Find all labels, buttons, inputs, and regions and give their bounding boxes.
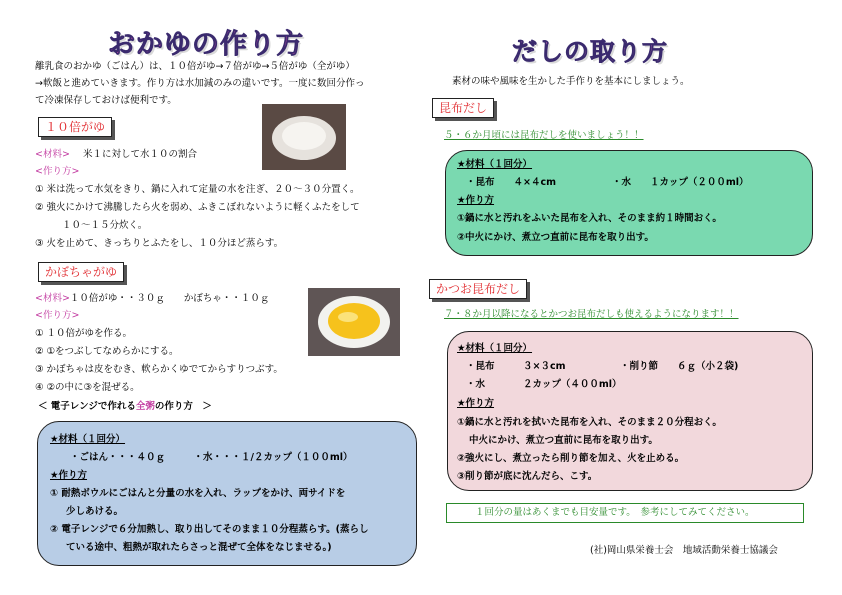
section2-step-2: ② ①をつぶしてなめらかにする。 (35, 346, 179, 357)
section1-step-3: ③ 火を止めて、きっちりとふたをし、１０分ほど蒸らす。 (35, 238, 284, 249)
section2-material-label: <材料> (35, 293, 70, 304)
pumpkin-bowl-image (308, 288, 400, 356)
section2-step-4: ④ ②の中に③を混ぜる。 (35, 382, 140, 393)
section1-step-2-cont: １０～１５分炊く。 (62, 220, 148, 231)
section-label-katsuo-kombu-dashi: かつお昆布だし (429, 279, 527, 299)
pumpkin-porridge-photo (308, 288, 400, 356)
right-title: だしの取り方 (512, 37, 669, 66)
katsuo-method-label: ★作り方 (457, 398, 495, 409)
section2-material-text: １０倍がゆ・・３０ｇ かぼちゃ・・１０ｇ (69, 293, 270, 304)
section1-step-1: ① 米は洗って水気をきり、鍋に入れて定量の水を注ぎ、２０～３０分置く。 (35, 184, 360, 195)
section2-method-label: <作り方> (35, 310, 80, 321)
section-label-juubai-gayu: １０倍がゆ (38, 117, 112, 137)
section1-material (35, 146, 197, 163)
katsuo-material-b1: ・水 ２カップ（４００ml） (466, 379, 622, 390)
rice-porridge-photo (262, 104, 346, 170)
microwave-step-2: ② 電子レンジで６分加熱し、取り出してそのまま１０分程蒸らす。(蒸らし (50, 524, 369, 535)
section-label-kabocha-gayu: かぼちゃがゆ (38, 262, 124, 282)
section2-step-3: ③ かぼちゃは皮をむき、軟らかくゆでてからすりつぶす。 (35, 364, 283, 375)
microwave-step-1: ① 耐熱ボウルにごはんと分量の水を入れ、ラップをかけ、両サイドを (50, 488, 346, 499)
katsuo-step-1: ①鍋に水と汚れを拭いた昆布を入れ、そのまま２０分程おく。 (457, 417, 722, 428)
kombu-step-1: ①鍋に水と汚れをふいた昆布を入れ、そのまま約１時間おく。 (457, 213, 722, 224)
microwave-method-label: ★作り方 (50, 470, 88, 481)
microwave-material-label: ★材料（１回分） (50, 434, 126, 445)
microwave-heading (38, 398, 212, 415)
section1-material-label: <材料> (35, 149, 70, 160)
kombu-material-b: ・水 １カップ（２００ml） (612, 177, 749, 188)
microwave-heading-pre: ＜ 電子レンジで作れる (38, 401, 136, 412)
section2-material (35, 290, 269, 307)
section1-material-text: 米１に対して水１０の割合 (82, 149, 197, 160)
kombu-method-label: ★作り方 (457, 195, 495, 206)
right-intro: 素材の味や風味を生かした手作りを基本にしましょう。 (452, 76, 690, 87)
left-intro-line-1: 離乳食のおかゆ（ごはん）は、１０倍がゆ→７倍がゆ→５倍がゆ（全がゆ） (35, 61, 355, 72)
microwave-step-2-cont: ている途中、粗熱が取れたらさっと混ぜて全体をなじませる。) (66, 542, 332, 553)
katsuo-material-a1: ・昆布 ３×３cm (466, 361, 566, 372)
credit-text: (社)岡山県栄養士会 地域活動栄養士協議会 (590, 545, 778, 556)
section-label-kombu-dashi: 昆布だし (432, 98, 494, 118)
katsuo-step-1-cont: 中火にかけ、煮立つ直前に昆布を取り出す。 (469, 435, 658, 446)
katsuo-material-a2: ・削り節 ６ｇ（小２袋) (620, 361, 739, 372)
section1-method-label: <作り方> (35, 166, 80, 177)
kombu-note: ５・６か月頃には昆布だしを使いましょう！！ (444, 130, 644, 141)
katsuo-step-2: ②強火にし、煮立ったら削り節を加え、火を止める。 (457, 453, 685, 464)
katsuo-material-label: ★材料（１回分） (457, 343, 533, 354)
katsuo-note: ７・８か月以降になるとかつお昆布だしも使えるようになります！！ (444, 309, 739, 320)
section1-step-2: ② 強火にかけて沸騰したら火を弱め、ふきこぼれないように軽くふたをして (35, 202, 360, 213)
microwave-step-1-cont: 少しあける。 (66, 506, 124, 517)
footnote-text: １回分の量はあくまでも目安量です。 参考にしてみてください。 (475, 507, 755, 518)
left-intro-line-2: →軟飯と進めていきます。作り方は水加減のみの違いです。一度に数回分作っ (35, 78, 365, 89)
kombu-material-a: ・昆布 ４×４cm (466, 177, 556, 188)
microwave-material-line: ・ごはん・・・４０ｇ ・水・・・１/２カップ（１００ml） (70, 452, 353, 463)
kombu-material-label: ★材料（１回分） (457, 159, 533, 170)
porridge-bowl-image (262, 104, 346, 170)
left-intro-line-3: て冷凍保存しておけば便利です。 (35, 95, 177, 106)
katsuo-step-3: ③削り節が底に沈んだら、こす。 (457, 471, 598, 482)
microwave-heading-post: の作り方 ＞ (154, 401, 212, 412)
microwave-heading-highlight: 全粥 (135, 401, 155, 412)
section2-step-1: ① １０倍がゆを作る。 (35, 328, 133, 339)
kombu-step-2: ②中火にかけ、煮立つ直前に昆布を取り出す。 (457, 232, 654, 243)
left-title: おかゆの作り方 (108, 29, 304, 60)
